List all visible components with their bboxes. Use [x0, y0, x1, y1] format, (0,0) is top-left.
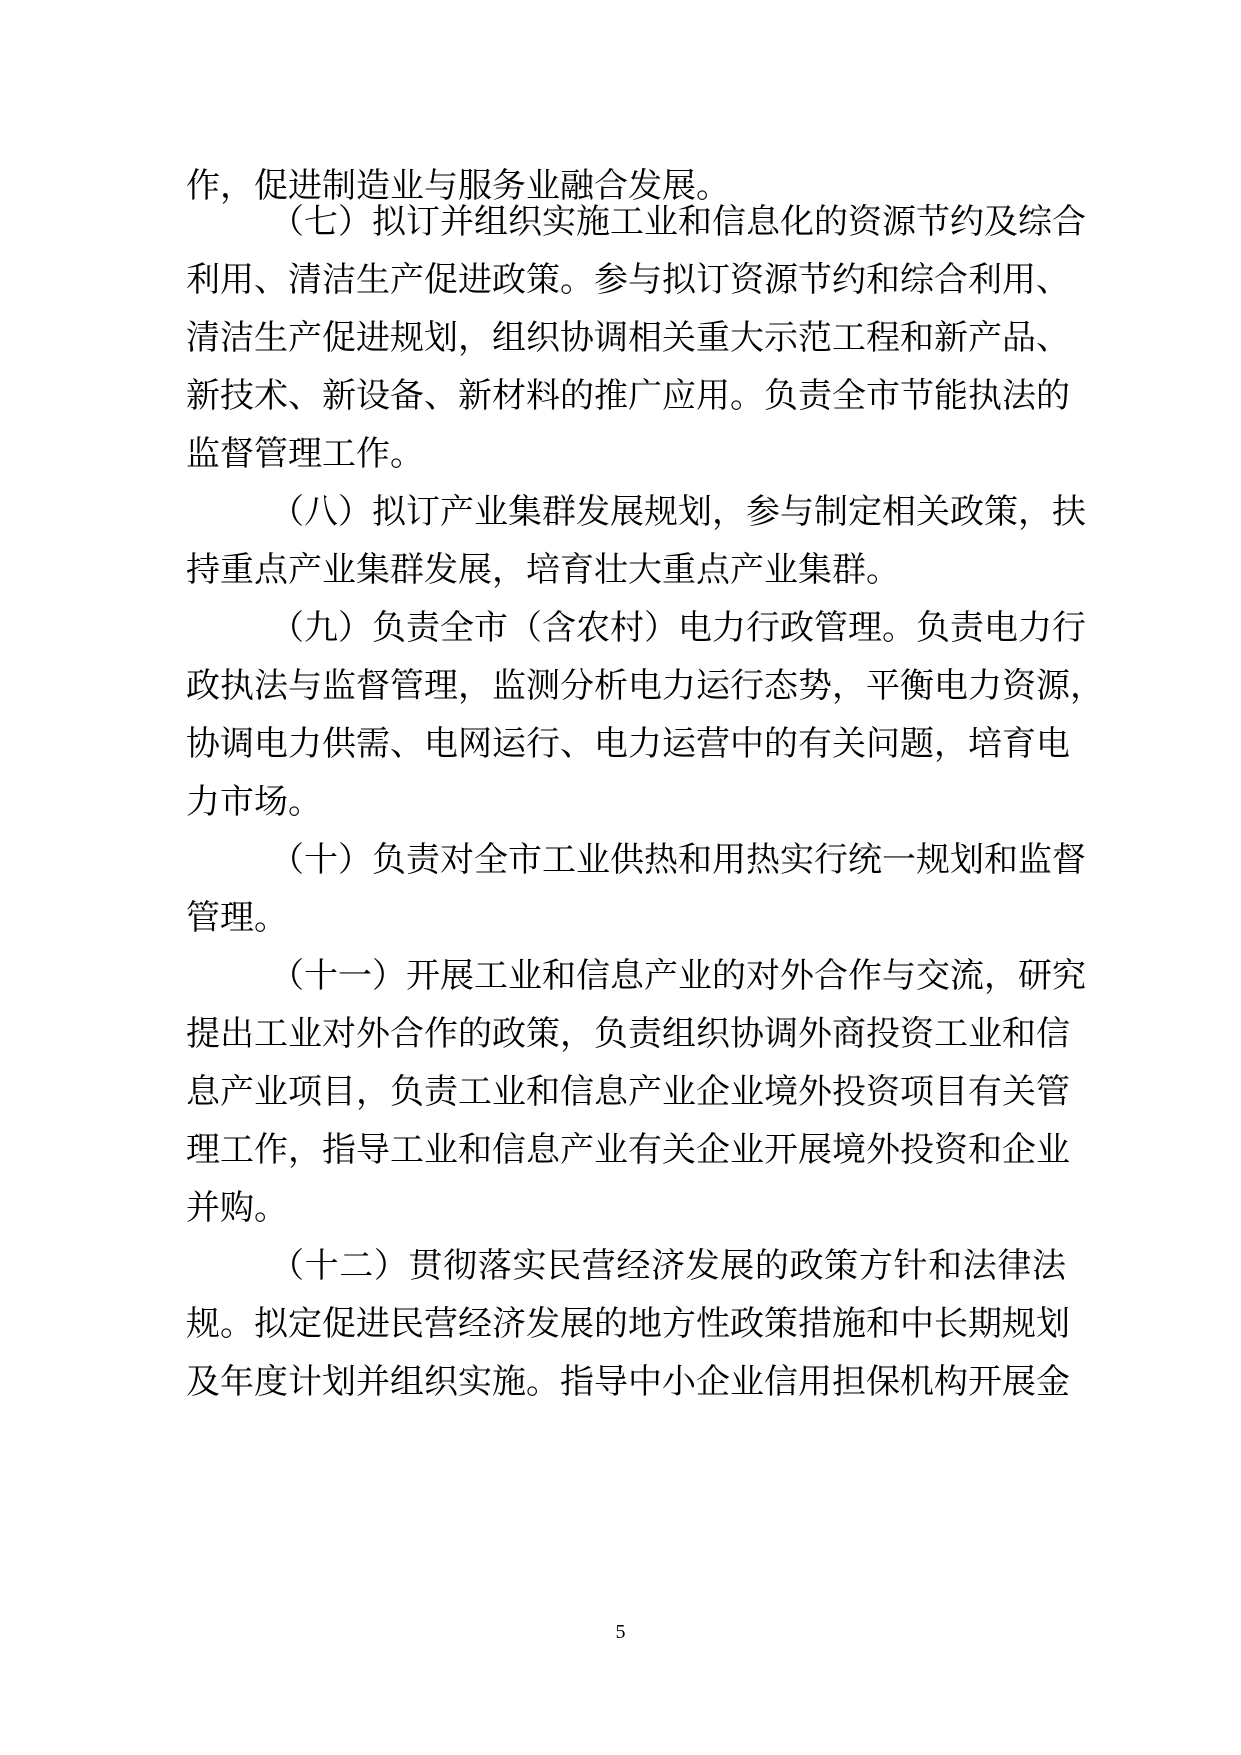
text-line: 及年度计划并组织实施。指导中小企业信用担保机构开展金: [186, 1362, 1070, 1402]
text-line: （十一）开展工业和信息产业的对外合作与交流，研究: [270, 956, 1086, 996]
text-line: 息产业项目，负责工业和信息产业企业境外投资项目有关管: [186, 1072, 1070, 1112]
text-line: （八）拟订产业集群发展规划，参与制定相关政策，扶: [270, 492, 1086, 532]
text-line: 作，促进制造业与服务业融合发展。: [186, 166, 730, 206]
text-line: （十）负责对全市工业供热和用热实行统一规划和监督: [270, 840, 1086, 880]
text-line: 监督管理工作。: [186, 434, 424, 474]
text-line: 持重点产业集群发展，培育壮大重点产业集群。: [186, 550, 900, 590]
text-line: 清洁生产促进规划，组织协调相关重大示范工程和新产品、: [186, 318, 1070, 358]
text-line: （七）拟订并组织实施工业和信息化的资源节约及综合: [270, 202, 1086, 242]
text-line: （九）负责全市（含农村）电力行政管理。负责电力行: [270, 608, 1086, 648]
text-line: 规。拟定促进民营经济发展的地方性政策措施和中长期规划: [186, 1304, 1070, 1344]
text-line: 新技术、新设备、新材料的推广应用。负责全市节能执法的: [186, 376, 1070, 416]
page-number: 5: [615, 1621, 626, 1643]
text-line: 利用、清洁生产促进政策。参与拟订资源节约和综合利用、: [186, 260, 1070, 300]
text-line: 理工作，指导工业和信息产业有关企业开展境外投资和企业: [186, 1130, 1070, 1170]
text-line: 并购。: [186, 1188, 288, 1228]
text-line: 协调电力供需、电网运行、电力运营中的有关问题，培育电: [186, 724, 1070, 764]
text-line: 管理。: [186, 898, 288, 938]
text-line: 提出工业对外合作的政策，负责组织协调外商投资工业和信: [186, 1014, 1070, 1054]
text-line: 政执法与监督管理，监测分析电力运行态势，平衡电力资源，: [186, 666, 1104, 706]
text-line: 力市场。: [186, 782, 322, 822]
text-line: （十二）贯彻落实民营经济发展的政策方针和法律法: [270, 1246, 1066, 1286]
